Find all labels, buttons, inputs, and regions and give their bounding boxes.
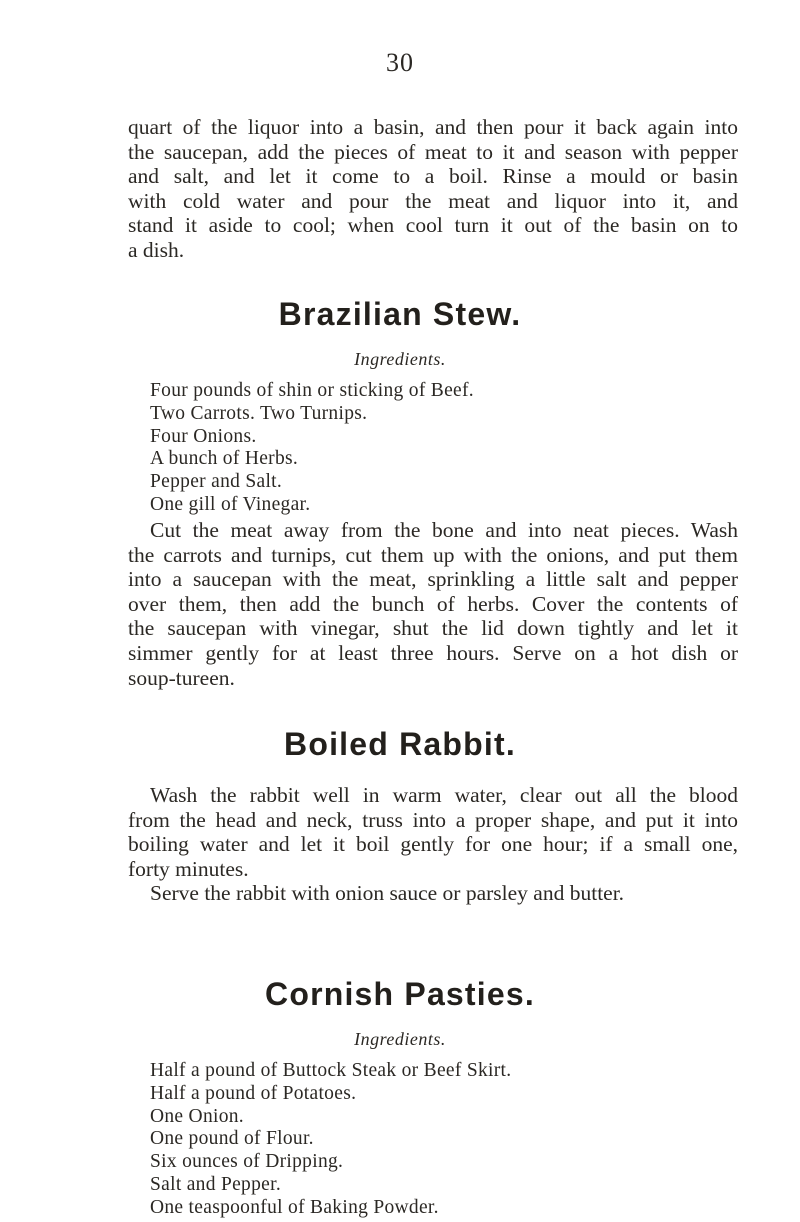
paragraph-line: the saucepan, add the pieces of meat to it and season with pepper bbox=[128, 139, 738, 164]
paragraph-line: stand it aside to cool; when cool turn it out of the basin on to bbox=[128, 213, 738, 238]
paragraph-line: into a saucepan with the meat, sprinkling a little salt and pepper bbox=[128, 567, 738, 592]
ingredients-label: Ingredients. bbox=[354, 349, 446, 369]
ingredient-item: One pound of Flour. bbox=[150, 1128, 314, 1150]
paragraph-line: boiling water and let it boil gently for one hour; if a small one, bbox=[128, 832, 738, 857]
recipe-title-cornish-pasties: Cornish Pasties. bbox=[265, 976, 535, 1012]
page-number: 30 bbox=[386, 48, 414, 77]
paragraph-line: quart of the liquor into a basin, and then pour it back again into bbox=[128, 115, 738, 139]
recipe-title-boiled-rabbit: Boiled Rabbit. bbox=[284, 726, 516, 762]
paragraph-line: the saucepan with vinegar, shut the lid down tightly and let it bbox=[128, 616, 738, 641]
ingredient-item: Four pounds of shin or sticking of Beef. bbox=[150, 380, 474, 401]
paragraph-line: with cold water and pour the meat and liquor into it, and bbox=[128, 188, 738, 213]
ingredient-item: Half a pound of Buttock Steak or Beef Skirt. bbox=[150, 1060, 512, 1081]
method-paragraph-brazilian-stew bbox=[128, 518, 738, 690]
paragraph-line: Cut the meat away from the bone and into neat pieces. Wash bbox=[150, 518, 738, 542]
ingredient-item: Pepper and Salt. bbox=[150, 471, 283, 493]
recipe-title-brazilian-stew: Brazilian Stew. bbox=[278, 296, 522, 332]
ingredient-item: One gill of Vinegar. bbox=[150, 493, 311, 515]
paragraph-line: and salt, and let it come to a boil. Rinse a mould or basin bbox=[128, 164, 738, 189]
ingredient-item: Salt and Pepper. bbox=[150, 1173, 281, 1195]
ingredient-item: A bunch of Herbs. bbox=[150, 448, 299, 470]
paragraph-line: from the head and neck, truss into a proper shape, and put it into bbox=[128, 807, 738, 832]
paragraph-line: Wash the rabbit well in warm water, clear out all the blood bbox=[150, 783, 738, 807]
paragraph-line: a dish. bbox=[128, 237, 185, 262]
ingredient-item: Six ounces of Dripping. bbox=[150, 1151, 344, 1173]
ingredient-item: One Onion. bbox=[150, 1105, 244, 1127]
paragraph-line: soup-tureen. bbox=[128, 665, 235, 690]
paragraph-line: forty minutes. bbox=[128, 856, 249, 881]
ingredient-item: One teaspoonful of Baking Powder. bbox=[150, 1196, 439, 1218]
paragraph-line: Serve the rabbit with onion sauce or parsley and butter. bbox=[150, 881, 625, 906]
ingredients-list-cornish-pasties bbox=[150, 1060, 670, 1220]
ingredient-item: Four Onions. bbox=[150, 425, 257, 447]
ingredient-item: Half a pound of Potatoes. bbox=[150, 1082, 357, 1104]
opening-paragraph bbox=[128, 115, 738, 263]
paragraph-line: over them, then add the bunch of herbs. Cover the contents of bbox=[128, 591, 738, 616]
ingredient-item: Two Carrots. Two Turnips. bbox=[150, 402, 368, 424]
method-paragraph-boiled-rabbit bbox=[128, 783, 738, 906]
ingredients-label: Ingredients. bbox=[354, 1029, 446, 1049]
ingredients-list-brazilian-stew bbox=[150, 380, 670, 517]
paragraph-line: the carrots and turnips, cut them up with the onions, and put them bbox=[128, 542, 738, 567]
paragraph-line: simmer gently for at least three hours. Serve on a hot dish or bbox=[128, 640, 738, 665]
